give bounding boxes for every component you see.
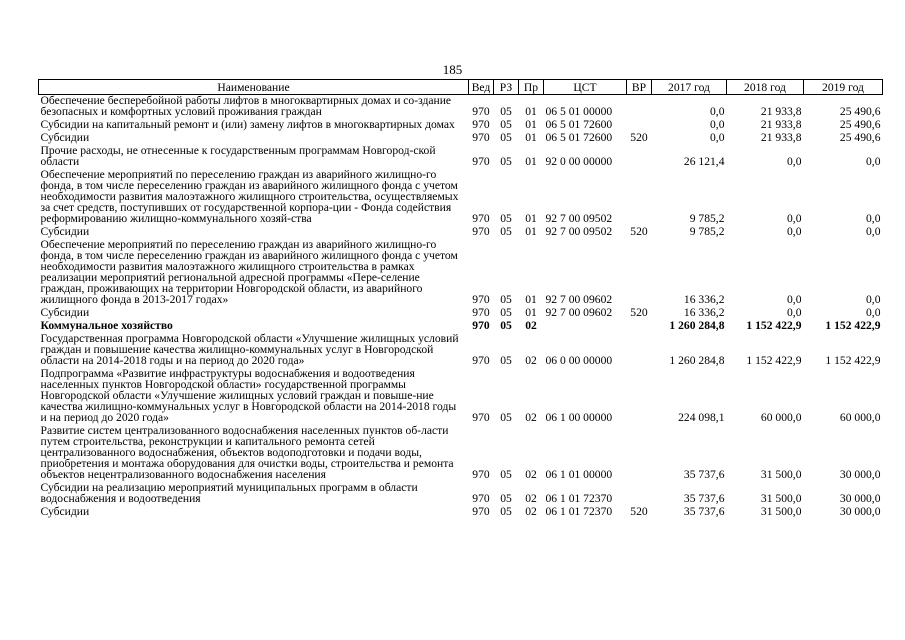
cell-ved: 970 [472, 225, 490, 238]
cell-rz: 05 [500, 505, 512, 518]
header-2017: 2017 год [652, 80, 727, 95]
cell-y2019: 25 490,6 [839, 105, 881, 118]
cell-y2018: 0,0 [787, 212, 802, 225]
cell-name: Обеспечение бесперебойной работы лифтов в многоквартирных домах и со-здание безопасных и комфортных условий проживания граждан [40, 94, 452, 118]
cell-rz: 05 [500, 306, 512, 319]
cell-name: Обеспечение мероприятий по переселению граждан из аварийного жилищно-го фонда, в том числе переселению граждан из аварийного жилищного фонда с учетом необходимости развития малоэтажного жилищного строительства в рамках реализации мероприятий региональной адресной программы «Пере-селение граждан, проживающих на территории Новгородской области, из аварийного жилищного фонда в 2013-2017 годах» [40, 238, 458, 306]
cell-ved: 970 [472, 468, 490, 481]
cell-y2017: 9 785,2 [689, 212, 725, 225]
cell-rz: 05 [500, 131, 512, 144]
cell-cst: 06 1 00 00000 [545, 411, 613, 424]
cell-name: Субсидии [40, 131, 90, 144]
cell-pr: 01 [525, 225, 537, 238]
table-row [39, 333, 883, 368]
cell-name: Подпрограмма «Развитие инфраструктуры водоснабжения и водоотведения населенных пунктов Новгородской области» государственной программы Новгородской области «Улучшение жилищных условий граждан и повыше-ние качества жилищно-коммунальных услуг в Новгородской области на 2014-2018 годы и на период до 2020 года» [40, 367, 457, 424]
cell-pr: 01 [525, 105, 537, 118]
cell-rz: 05 [500, 212, 512, 225]
cell-y2017: 26 121,4 [683, 155, 725, 168]
cell-name: Субсидии [40, 505, 90, 518]
cell-cst: 06 0 00 00000 [545, 354, 613, 367]
cell-vr [627, 169, 652, 226]
table-row [39, 425, 883, 482]
cell-cst: 06 5 01 00000 [545, 105, 613, 118]
cell-y2019: 0,0 [866, 212, 881, 225]
cell-y2019: 1 152 422,9 [825, 354, 881, 367]
cell-y2017: 16 336,2 [683, 293, 725, 306]
cell-cst: 06 5 01 72600 [545, 118, 613, 131]
cell-vr: 520 [630, 131, 648, 144]
cell-y2019: 25 490,6 [839, 131, 881, 144]
cell-rz: 05 [500, 354, 512, 367]
cell-y2018: 21 933,8 [760, 131, 802, 144]
cell-ved: 970 [472, 306, 490, 319]
cell-name: Коммунальное хозяйство [40, 319, 173, 332]
cell-ved: 970 [472, 319, 490, 332]
cell-name: Обеспечение мероприятий по переселению граждан из аварийного жилищно-го фонда, в том числе переселению граждан из аварийного жилищного фонда с учетом необходимости развития малоэтажного жилищного строительства, осуществляемых за счет средств, поступивших от государственной корпора-ции - Фонда содействия реформированию жилищно-коммунального хозяй-ства [40, 168, 459, 225]
cell-y2019: 25 490,6 [839, 118, 881, 131]
table-row [39, 145, 883, 169]
cell-name: Прочие расходы, не отнесенные к государственным программам Новгород-ской области [40, 144, 436, 168]
cell-rz: 05 [500, 225, 512, 238]
cell-vr: 520 [630, 225, 648, 238]
header-2019: 2019 год [804, 80, 883, 95]
cell-y2019: 0,0 [866, 293, 881, 306]
cell-ved: 970 [472, 293, 490, 306]
cell-rz: 05 [500, 155, 512, 168]
cell-y2018: 31 500,0 [760, 505, 802, 518]
cell-cst: 06 1 01 72370 [545, 505, 613, 518]
table-row [39, 506, 883, 519]
cell-pr: 02 [525, 354, 537, 367]
header-name: Наименование [39, 80, 469, 95]
header-rz: РЗ [494, 80, 519, 95]
cell-rz: 05 [500, 118, 512, 131]
cell-ved: 970 [472, 105, 490, 118]
cell-vr [627, 239, 652, 307]
cell-ved: 970 [472, 155, 490, 168]
cell-vr [627, 425, 652, 482]
cell-y2018: 31 500,0 [760, 492, 802, 505]
cell-name: Государственная программа Новгородской области «Улучшение жилищных условий граждан и повышение качества жилищно-коммунальных услуг в Новгородской области на 2014-2018 годы и на период до 2020 года» [40, 332, 459, 367]
cell-ved: 970 [472, 411, 490, 424]
cell-y2019: 30 000,0 [839, 468, 881, 481]
cell-pr: 02 [525, 411, 537, 424]
cell-rz: 05 [500, 319, 512, 332]
cell-rz: 05 [500, 411, 512, 424]
cell-pr: 01 [525, 118, 537, 131]
table-body [39, 95, 883, 520]
table-row [39, 368, 883, 425]
cell-pr: 02 [525, 505, 537, 518]
cell-vr: 520 [630, 505, 648, 518]
cell-y2018: 31 500,0 [760, 468, 802, 481]
cell-y2017: 0,0 [710, 131, 725, 144]
table-row [39, 95, 883, 120]
cell-y2017: 35 737,6 [683, 468, 725, 481]
cell-rz: 05 [500, 468, 512, 481]
cell-name: Развитие систем централизованного водоснабжения населенных пунктов об-ласти путем строительства, реконструкции и капитального ремонта сетей централизованного водоснабжения, объектов водоподготовки и подачи воды, приобретения и монтажа оборудования для очистки воды, строительства и ремонта объектов нецентрализованного водоснабжения населения [40, 424, 454, 481]
cell-y2018: 60 000,0 [760, 411, 802, 424]
cell-cst: 06 1 01 72370 [545, 492, 613, 505]
cell-y2017: 0,0 [710, 118, 725, 131]
cell-ved: 970 [472, 492, 490, 505]
cell-y2018: 21 933,8 [760, 105, 802, 118]
cell-y2019: 1 152 422,9 [825, 319, 881, 332]
cell-cst: 92 7 00 09502 [545, 212, 613, 225]
cell-pr: 02 [525, 492, 537, 505]
cell-ved: 970 [472, 118, 490, 131]
cell-y2018: 0,0 [787, 225, 802, 238]
cell-cst [544, 320, 627, 333]
cell-y2018: 1 152 422,9 [746, 354, 802, 367]
cell-y2019: 60 000,0 [839, 411, 881, 424]
cell-vr [627, 95, 652, 120]
cell-cst: 92 7 00 09602 [545, 293, 613, 306]
header-row [39, 80, 883, 95]
cell-pr: 01 [525, 131, 537, 144]
cell-name: Субсидии на реализацию мероприятий муниципальных программ в области водоснабжения и водоотведения [40, 481, 418, 505]
header-ved: Вед [469, 80, 494, 95]
cell-cst: 92 7 00 09602 [545, 306, 613, 319]
table-row [39, 482, 883, 506]
cell-y2019: 0,0 [866, 306, 881, 319]
cell-vr [627, 482, 652, 506]
cell-name: Субсидии на капитальный ремонт и (или) замену лифтов в многоквартирных домах [40, 118, 455, 131]
cell-y2017: 1 260 284,8 [669, 319, 725, 332]
cell-cst: 06 1 01 00000 [545, 468, 613, 481]
cell-ved: 970 [472, 505, 490, 518]
header-2018: 2018 год [727, 80, 804, 95]
cell-y2019: 30 000,0 [839, 505, 881, 518]
cell-vr [627, 320, 652, 333]
cell-y2019: 0,0 [866, 155, 881, 168]
table-row [39, 239, 883, 307]
cell-ved: 970 [472, 131, 490, 144]
cell-pr: 02 [525, 319, 537, 332]
cell-y2018: 0,0 [787, 293, 802, 306]
header-cst: ЦСТ [544, 80, 627, 95]
cell-cst: 92 0 00 00000 [545, 155, 613, 168]
cell-name: Субсидии [40, 225, 90, 238]
cell-y2018: 21 933,8 [760, 118, 802, 131]
cell-pr: 01 [525, 212, 537, 225]
table-row [39, 169, 883, 226]
cell-pr: 01 [525, 155, 537, 168]
table-row [39, 119, 883, 132]
cell-pr: 02 [525, 468, 537, 481]
cell-rz: 05 [500, 105, 512, 118]
cell-y2018: 0,0 [787, 155, 802, 168]
cell-y2017: 35 737,6 [683, 492, 725, 505]
cell-cst: 92 7 00 09502 [545, 225, 613, 238]
cell-y2017: 35 737,6 [683, 505, 725, 518]
cell-y2017: 1 260 284,8 [669, 354, 725, 367]
cell-y2017: 224 098,1 [678, 411, 725, 424]
cell-vr [627, 333, 652, 368]
cell-y2018: 0,0 [787, 306, 802, 319]
cell-rz: 05 [500, 492, 512, 505]
cell-pr: 01 [525, 306, 537, 319]
budget-table [38, 79, 883, 519]
cell-y2017: 0,0 [710, 105, 725, 118]
cell-y2019: 0,0 [866, 225, 881, 238]
cell-vr [627, 145, 652, 169]
cell-y2017: 16 336,2 [683, 306, 725, 319]
cell-name: Субсидии [40, 306, 90, 319]
cell-vr: 520 [630, 306, 648, 319]
cell-pr: 01 [525, 293, 537, 306]
page-number: 185 [442, 62, 463, 77]
cell-ved: 970 [472, 354, 490, 367]
cell-y2018: 1 152 422,9 [746, 319, 802, 332]
cell-y2019: 30 000,0 [839, 492, 881, 505]
header-vr: ВР [627, 80, 652, 95]
cell-ved: 970 [472, 212, 490, 225]
header-pr: Пр [519, 80, 544, 95]
cell-rz: 05 [500, 293, 512, 306]
cell-vr [627, 368, 652, 425]
cell-y2017: 9 785,2 [689, 225, 725, 238]
cell-cst: 06 5 01 72600 [545, 131, 613, 144]
